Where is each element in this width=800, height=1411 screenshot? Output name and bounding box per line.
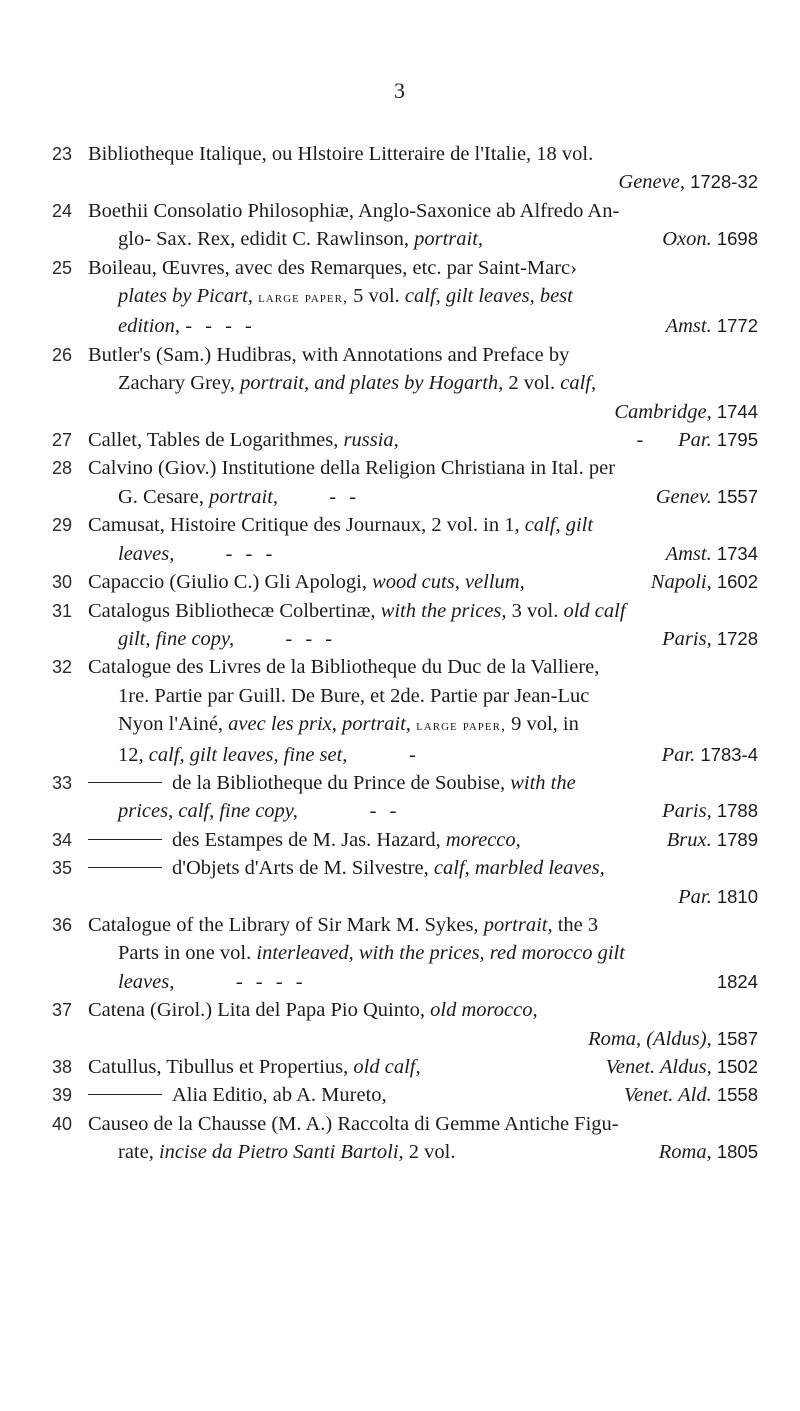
entry-line: [88, 511, 758, 539]
imprint-printer: (Aldus),: [646, 1027, 712, 1050]
entry-text: Butler's (Sam.) Hudibras, with Annotations and Preface by: [88, 343, 570, 366]
entry-line: [88, 597, 758, 625]
ditto-dash: [88, 867, 162, 868]
imprint-place: Par.: [661, 743, 696, 766]
entry-line: [88, 1053, 758, 1081]
imprint-year: 1558: [716, 1084, 758, 1106]
entry-number: 23: [52, 144, 73, 164]
entry-line: [88, 1138, 758, 1166]
ditto-dash: [88, 782, 162, 783]
entry-description: old calf: [563, 599, 626, 622]
imprint-place: Napoli,: [650, 571, 712, 594]
imprint-year: 1602: [716, 571, 758, 593]
entry-text: des Estampes de M. Jas. Hazard,: [172, 828, 441, 851]
entry-number: 28: [52, 458, 73, 479]
entry-description: calf,: [560, 372, 597, 395]
page-number: 3: [394, 78, 406, 103]
entry-description: portrait,: [483, 913, 553, 936]
entry-text: de la Bibliotheque du Prince de Soubise,: [172, 771, 506, 794]
entry-line: [88, 625, 758, 653]
entry-number: 29: [52, 515, 73, 536]
imprint-place: Genev.: [655, 485, 712, 508]
imprint-place: Cambridge,: [614, 400, 712, 423]
entry-number: 36: [52, 914, 73, 935]
entry-description: morecco,: [445, 828, 521, 851]
imprint-year: 1789: [716, 828, 758, 850]
entry-text: Calvino (Giov.) Institutione della Religion Christiana in Ital. per: [88, 457, 616, 480]
entry-text: 3 vol.: [511, 599, 559, 622]
entry-text: Bibliotheque Italique, ou Hlstoire Litteraire de l'Italie, 18 vol.: [88, 143, 594, 165]
imprint-year: 1810: [716, 885, 758, 907]
entry-description: old calf,: [353, 1056, 421, 1078]
entry-text: Callet, Tables de Logarithmes,: [88, 429, 339, 452]
catalogue-list: [52, 140, 758, 1167]
entry-description: portrait, and plates by Hogarth,: [240, 372, 504, 395]
catalogue-entry-39: [52, 1081, 758, 1109]
entry-description: plates by Picart,: [118, 285, 253, 308]
entry-number: 26: [52, 344, 73, 365]
catalogue-entry-28: [52, 454, 758, 511]
leader-dots: - - -: [225, 542, 277, 565]
entry-line: [88, 1081, 758, 1109]
entry-number: 32: [52, 657, 73, 678]
imprint-place: Brux.: [666, 828, 712, 851]
imprint-place: Geneve,: [618, 171, 685, 194]
imprint-year: 1783-4: [700, 743, 758, 765]
entry-number: 38: [52, 1057, 73, 1077]
imprint-place: Roma,: [588, 1027, 642, 1050]
imprint-place: Amst.: [665, 315, 712, 338]
catalogue-entry-40: [52, 1110, 758, 1167]
catalogue-entry-23: [52, 140, 758, 197]
entry-text: Catalogue of the Library of Sir Mark M. Sykes,: [88, 913, 479, 936]
entry-description: calf, gilt leaves, fine set,: [148, 743, 348, 766]
entry-description: calf, gilt: [524, 514, 594, 537]
imprint-place: Venet. Ald.: [623, 1084, 712, 1107]
imprint-place: Par.: [678, 429, 712, 452]
entry-text: 5 vol.: [353, 285, 400, 308]
entry-description: calf, marbled leaves,: [433, 857, 605, 880]
imprint-year: 1728-32: [690, 171, 758, 193]
imprint-year: 1734: [716, 542, 758, 564]
leader-dots: - - - -: [235, 970, 307, 993]
entry-description: wood cuts, vellum,: [372, 571, 525, 594]
entry-text: Alia Editio, ab A. Mureto,: [172, 1084, 387, 1107]
imprint-place: Paris,: [662, 627, 712, 650]
imprint-year: 1728: [716, 627, 758, 649]
imprint-place: Amst.: [665, 542, 712, 565]
entry-number: 34: [52, 829, 73, 850]
catalogue-entry-26: [52, 341, 758, 426]
entry-number: 24: [52, 200, 73, 221]
imprint-year: 1824: [716, 970, 758, 992]
entry-line: [88, 854, 758, 882]
entry-description: prices, calf, fine copy,: [118, 800, 298, 823]
entry-number: 40: [52, 1113, 73, 1134]
entry-description: leaves,: [118, 970, 175, 993]
entry-number: 33: [52, 772, 73, 793]
catalogue-entry-36: [52, 911, 758, 996]
catalogue-entry-30: [52, 568, 758, 596]
leader-dots: - - -: [285, 627, 337, 650]
entry-text: Causeo de la Chausse (M. A.) Raccolta di Gemme Antiche Figu-: [88, 1112, 619, 1135]
catalogue-entry-35: [52, 854, 758, 911]
entry-line: [88, 911, 758, 939]
entry-description: old morocco,: [430, 999, 538, 1022]
entry-description: calf, gilt leaves, best: [404, 285, 573, 308]
imprint-year: 1587: [716, 1027, 758, 1049]
entry-number: 31: [52, 600, 73, 621]
leader-dots: - - - -: [185, 315, 256, 338]
catalogue-entry-32: [52, 653, 758, 769]
entry-line: [88, 996, 758, 1024]
entry-imprint: [88, 883, 758, 911]
entry-text: Catalogus Bibliothecæ Colbertinæ,: [88, 599, 376, 622]
entry-line: [88, 312, 758, 340]
entry-number: 27: [52, 430, 73, 451]
entry-line: [88, 939, 758, 967]
entry-imprint: [88, 168, 758, 196]
leader-dots: - -: [369, 800, 401, 823]
entry-text: G. Cesare,: [118, 485, 204, 508]
entry-text: Nyon l'Ainé,: [118, 713, 224, 736]
catalogue-entry-34: [52, 826, 758, 854]
entry-description: gilt, fine copy,: [118, 627, 235, 650]
entry-text: Catena (Girol.) Lita del Papa Pio Quinto,: [88, 999, 426, 1022]
entry-description: interleaved, with the prices, red morocco gilt: [256, 942, 625, 965]
entry-text: 12,: [118, 743, 144, 766]
entry-number: 35: [52, 858, 73, 879]
entry-number: 37: [52, 1000, 73, 1021]
catalogue-entry-37: [52, 996, 758, 1053]
entry-text: Boethii Consolatio Philosophiæ, Anglo-Saxonice ab Alfredo An-: [88, 199, 620, 222]
leader-dots: - -: [329, 485, 361, 508]
entry-text: 1re. Partie par Guill. De Bure, et 2de. Partie par Jean-Luc: [118, 684, 590, 707]
imprint-year: 1698: [716, 228, 758, 250]
entry-line: [88, 797, 758, 825]
entry-line: [88, 369, 758, 397]
entry-description: leaves,: [118, 542, 175, 565]
entry-line: [88, 710, 758, 740]
catalogue-entry-29: [52, 511, 758, 568]
imprint-year: 1502: [716, 1056, 758, 1077]
imprint-place: Oxon.: [662, 228, 712, 251]
entry-number: 39: [52, 1085, 73, 1106]
entry-format: large paper,: [258, 289, 348, 307]
entry-imprint: [88, 398, 758, 426]
entry-line: [88, 568, 758, 596]
entry-line: [88, 225, 758, 253]
entry-text: d'Objets d'Arts de M. Silvestre,: [172, 857, 429, 880]
entry-number: 25: [52, 257, 73, 278]
entry-text: Zachary Grey,: [118, 372, 236, 395]
entry-line: [88, 826, 758, 854]
entry-text: the 3: [557, 913, 599, 936]
entry-line: [88, 483, 758, 511]
entry-line: [88, 540, 758, 568]
entry-description: edition,: [118, 315, 181, 338]
entry-description: with the: [510, 771, 576, 794]
entry-text: Camusat, Histoire Critique des Journaux, 2 vol. in 1,: [88, 514, 520, 537]
ditto-dash: [88, 839, 162, 840]
leader-dots: -: [636, 429, 648, 452]
imprint-place: Roma,: [658, 1141, 712, 1164]
imprint-year: 1795: [716, 429, 758, 451]
ditto-dash: [88, 1094, 162, 1095]
entry-line: [88, 968, 758, 996]
entry-text: 2 vol.: [508, 372, 556, 395]
entry-line: [88, 282, 758, 312]
entry-description: portrait,: [414, 228, 484, 251]
entry-text: Catullus, Tibullus et Propertius,: [88, 1056, 349, 1078]
entry-format: large paper,: [416, 717, 506, 735]
entry-text: rate,: [118, 1141, 154, 1164]
entry-line: [88, 741, 758, 769]
entry-text: glo- Sax. Rex, edidit C. Rawlinson,: [118, 228, 409, 251]
entry-line: [88, 769, 758, 797]
entry-description: incise da Pietro Santi Bartoli,: [158, 1141, 404, 1164]
imprint-place: Par.: [678, 885, 712, 908]
entry-description: avec les prix, portrait,: [228, 713, 411, 736]
imprint-place: Paris,: [662, 800, 712, 823]
entry-text: Parts in one vol.: [118, 942, 252, 965]
entry-text: 9 vol, in: [511, 713, 579, 736]
entry-text: Boileau, Œuvres, avec des Remarques, etc. par Saint-Marc›: [88, 256, 577, 279]
catalogue-entry-27: [52, 426, 758, 454]
leader-dots: -: [408, 743, 420, 766]
entry-description: russia,: [343, 429, 399, 452]
entry-imprint: [88, 1025, 758, 1053]
entry-line: [88, 426, 758, 454]
catalogue-entry-25: [52, 254, 758, 341]
catalogue-entry-24: [52, 197, 758, 254]
entry-text: Catalogue des Livres de la Bibliotheque du Duc de la Valliere,: [88, 656, 600, 679]
entry-text: 2 vol.: [408, 1141, 456, 1164]
imprint-year: 1557: [716, 485, 758, 507]
catalogue-entry-38: [52, 1053, 758, 1081]
imprint-place: Venet. Aldus,: [605, 1056, 712, 1078]
imprint-year: 1772: [716, 315, 758, 337]
imprint-year: 1788: [716, 800, 758, 822]
imprint-year: 1805: [716, 1141, 758, 1163]
entry-description: with the prices,: [380, 599, 507, 622]
entry-description: portrait,: [209, 485, 279, 508]
entry-number: 30: [52, 572, 73, 593]
catalogue-entry-31: [52, 597, 758, 654]
imprint-year: 1744: [716, 400, 758, 422]
catalogue-entry-33: [52, 769, 758, 826]
entry-text: Capaccio (Giulio C.) Gli Apologi,: [88, 571, 367, 594]
